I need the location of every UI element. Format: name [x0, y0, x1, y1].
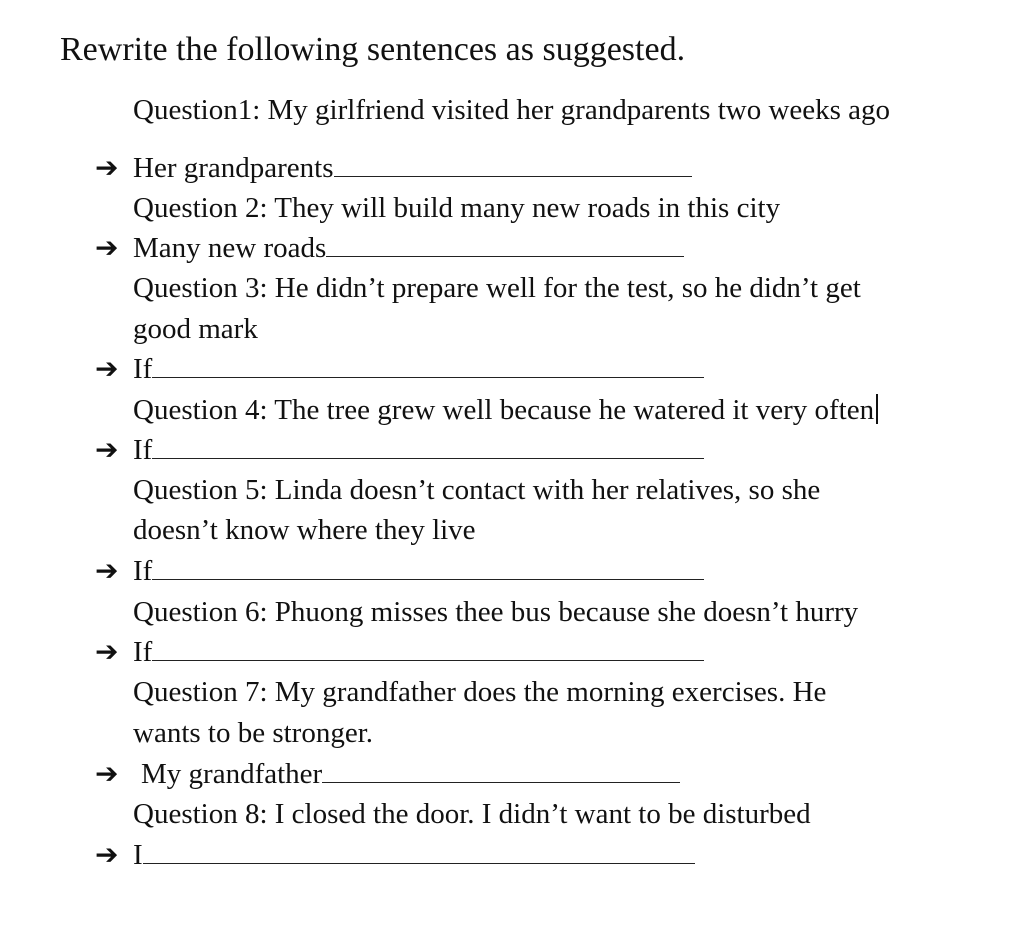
answer-8-start: I [133, 839, 143, 871]
answer-3 [95, 349, 704, 389]
answer-4 [95, 430, 704, 470]
answer-6-start: If [133, 636, 153, 668]
answer-2-start: Many new roads [133, 232, 327, 264]
answer-7-start: My grandfather [141, 758, 323, 790]
worksheet-title: Rewrite the following sentences as suggested. [60, 31, 686, 68]
question-7-text-line-2: wants to be stronger. [133, 717, 374, 749]
answer-2-blank[interactable] [326, 232, 684, 257]
question-6-text: Question 6: Phuong misses thee bus because she doesn’t hurry [133, 596, 859, 628]
answer-1 [95, 148, 692, 188]
answer-6 [95, 632, 704, 672]
answer-4-blank[interactable] [152, 434, 704, 459]
answer-5-blank[interactable] [152, 555, 704, 580]
arrow-icon: ➔ [95, 352, 119, 385]
arrow-icon: ➔ [95, 433, 119, 466]
answer-8-blank[interactable] [143, 839, 695, 864]
arrow-icon: ➔ [95, 554, 119, 587]
question-5-text-line-2: doesn’t know where they live [133, 514, 476, 546]
answer-1-start: Her grandparents [133, 152, 334, 184]
arrow-icon: ➔ [95, 757, 119, 790]
answer-4-start: If [133, 434, 153, 466]
answer-7 [95, 754, 680, 794]
answer-3-blank[interactable] [152, 353, 704, 378]
answer-8 [95, 835, 695, 875]
arrow-icon: ➔ [95, 635, 119, 668]
question-4-text-content: Question 4: The tree grew well because he watered it very often [133, 394, 875, 426]
answer-5-start: If [133, 555, 153, 587]
answer-1-blank[interactable] [334, 152, 692, 177]
arrow-icon: ➔ [95, 838, 119, 871]
answer-2 [95, 228, 684, 268]
answer-3-start: If [133, 353, 153, 385]
text-cursor [876, 394, 878, 424]
question-3-text-line-2: good mark [133, 313, 258, 345]
answer-6-blank[interactable] [152, 636, 704, 661]
question-7-text-line-1: Question 7: My grandfather does the morning exercises. He [133, 676, 827, 708]
answer-5 [95, 551, 704, 591]
question-8-text: Question 8: I closed the door. I didn’t want to be disturbed [133, 798, 811, 830]
question-3-text-line-1: Question 3: He didn’t prepare well for the test, so he didn’t get [133, 272, 861, 304]
arrow-icon: ➔ [95, 151, 119, 184]
question-5-text-line-1: Question 5: Linda doesn’t contact with her relatives, so she [133, 474, 821, 506]
answer-7-blank[interactable] [322, 758, 680, 783]
arrow-icon: ➔ [95, 231, 119, 264]
question-4-text [133, 390, 878, 430]
question-1-text: Question1: My girlfriend visited her grandparents two weeks ago [133, 94, 891, 126]
question-2-text: Question 2: They will build many new roads in this city [133, 192, 781, 224]
